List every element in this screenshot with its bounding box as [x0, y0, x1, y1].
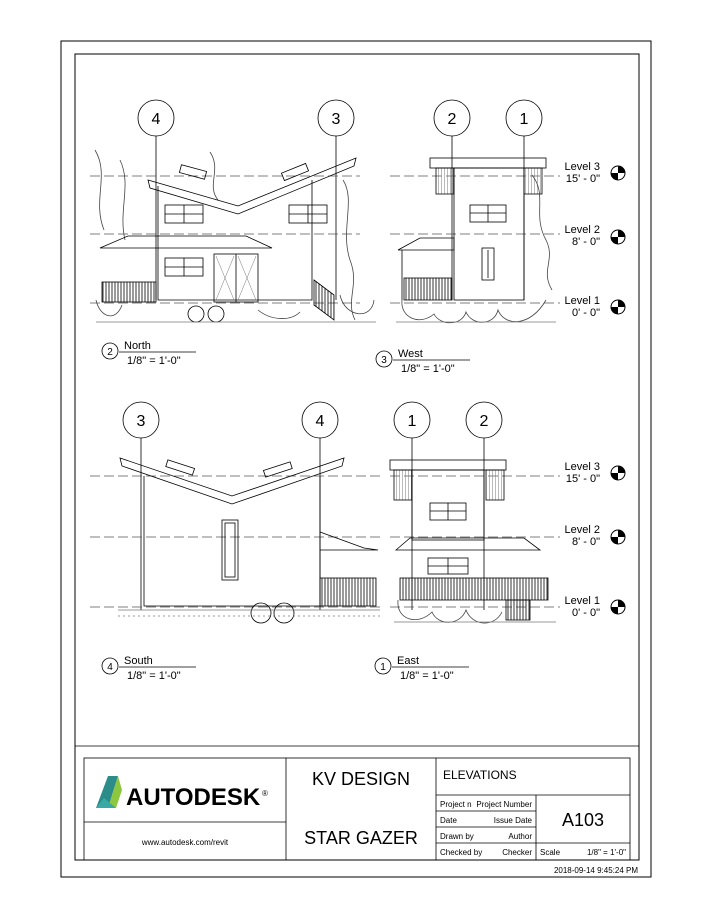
field-label: Drawn by [440, 832, 474, 841]
level-elevation: 15' - 0" [565, 173, 600, 185]
view-scale: 1/8" = 1'-0" [127, 355, 181, 367]
level-elevation: 0' - 0" [571, 307, 600, 319]
scale-label: Scale [540, 848, 561, 857]
autodesk-logo [96, 776, 268, 811]
field-value: Project Number [476, 800, 532, 809]
east-elevation [390, 402, 560, 623]
level-name: Level 2 [564, 524, 600, 536]
view-name: East [397, 655, 420, 667]
grid-label: 4 [315, 413, 325, 430]
level-name: Level 2 [564, 224, 600, 236]
view-scale: 1/8" = 1'-0" [127, 670, 181, 682]
level-name: Level 3 [564, 161, 600, 173]
field-label: Project n [440, 800, 472, 809]
field-value: Issue Date [493, 816, 532, 825]
project-name: STAR GAZER [304, 828, 418, 848]
view-scale: 1/8" = 1'-0" [400, 670, 454, 682]
level-markers-upper [565, 161, 625, 319]
view-number: 1 [380, 662, 386, 673]
level-marker [565, 461, 625, 485]
level-marker [565, 161, 625, 185]
firm-name: KV DESIGN [311, 769, 411, 789]
view-name: South [124, 655, 153, 667]
field-value: Author [508, 832, 532, 841]
scale-value: 1/8" = 1'-0" [586, 848, 626, 857]
sheet-name: ELEVATIONS [443, 768, 517, 782]
field-value: Checker [502, 848, 532, 857]
grid-label: 2 [447, 111, 457, 128]
level-elevation: 8' - 0" [571, 536, 600, 548]
level-marker [565, 224, 625, 248]
view-number: 3 [381, 355, 387, 366]
logo-registered-mark: ® [262, 789, 268, 798]
view-number: 4 [107, 662, 113, 673]
field-label: Checked by [440, 848, 483, 857]
grid-label: 3 [136, 413, 146, 430]
level-name: Level 1 [564, 595, 600, 607]
level-marker [565, 595, 625, 619]
west-elevation [390, 100, 560, 323]
outer-border [61, 41, 651, 877]
logo-text: AUTODESK [126, 784, 261, 811]
view-scale: 1/8" = 1'-0" [401, 363, 455, 375]
website-text: www.autodesk.com/revit [141, 838, 229, 847]
view-title-east [375, 655, 469, 682]
grid-label: 3 [331, 111, 341, 128]
grid-labels [137, 111, 529, 430]
north-elevation [90, 100, 376, 322]
view-number: 2 [107, 347, 113, 358]
level-elevation: 15' - 0" [565, 473, 600, 485]
grid-label: 2 [479, 413, 489, 430]
grid-label: 1 [407, 413, 417, 430]
level-elevation: 8' - 0" [571, 236, 600, 248]
level-marker [565, 295, 625, 319]
level-name: Level 1 [564, 295, 600, 307]
view-name: North [124, 340, 151, 352]
sheet-number: A103 [561, 810, 605, 830]
print-timestamp: 2018-09-14 9:45:24 PM [553, 866, 638, 875]
view-title-west [376, 348, 470, 375]
level-markers-lower [565, 461, 625, 619]
grid-label: 4 [151, 111, 161, 128]
view-name: West [398, 348, 423, 360]
view-title-south [102, 655, 196, 682]
grid-label: 1 [519, 111, 529, 128]
south-elevation [90, 402, 380, 623]
level-name: Level 3 [564, 461, 600, 473]
level-marker [565, 524, 625, 548]
field-label: Date [440, 816, 457, 825]
view-title-north [102, 340, 196, 367]
inner-border [75, 54, 639, 860]
level-elevation: 0' - 0" [571, 607, 600, 619]
